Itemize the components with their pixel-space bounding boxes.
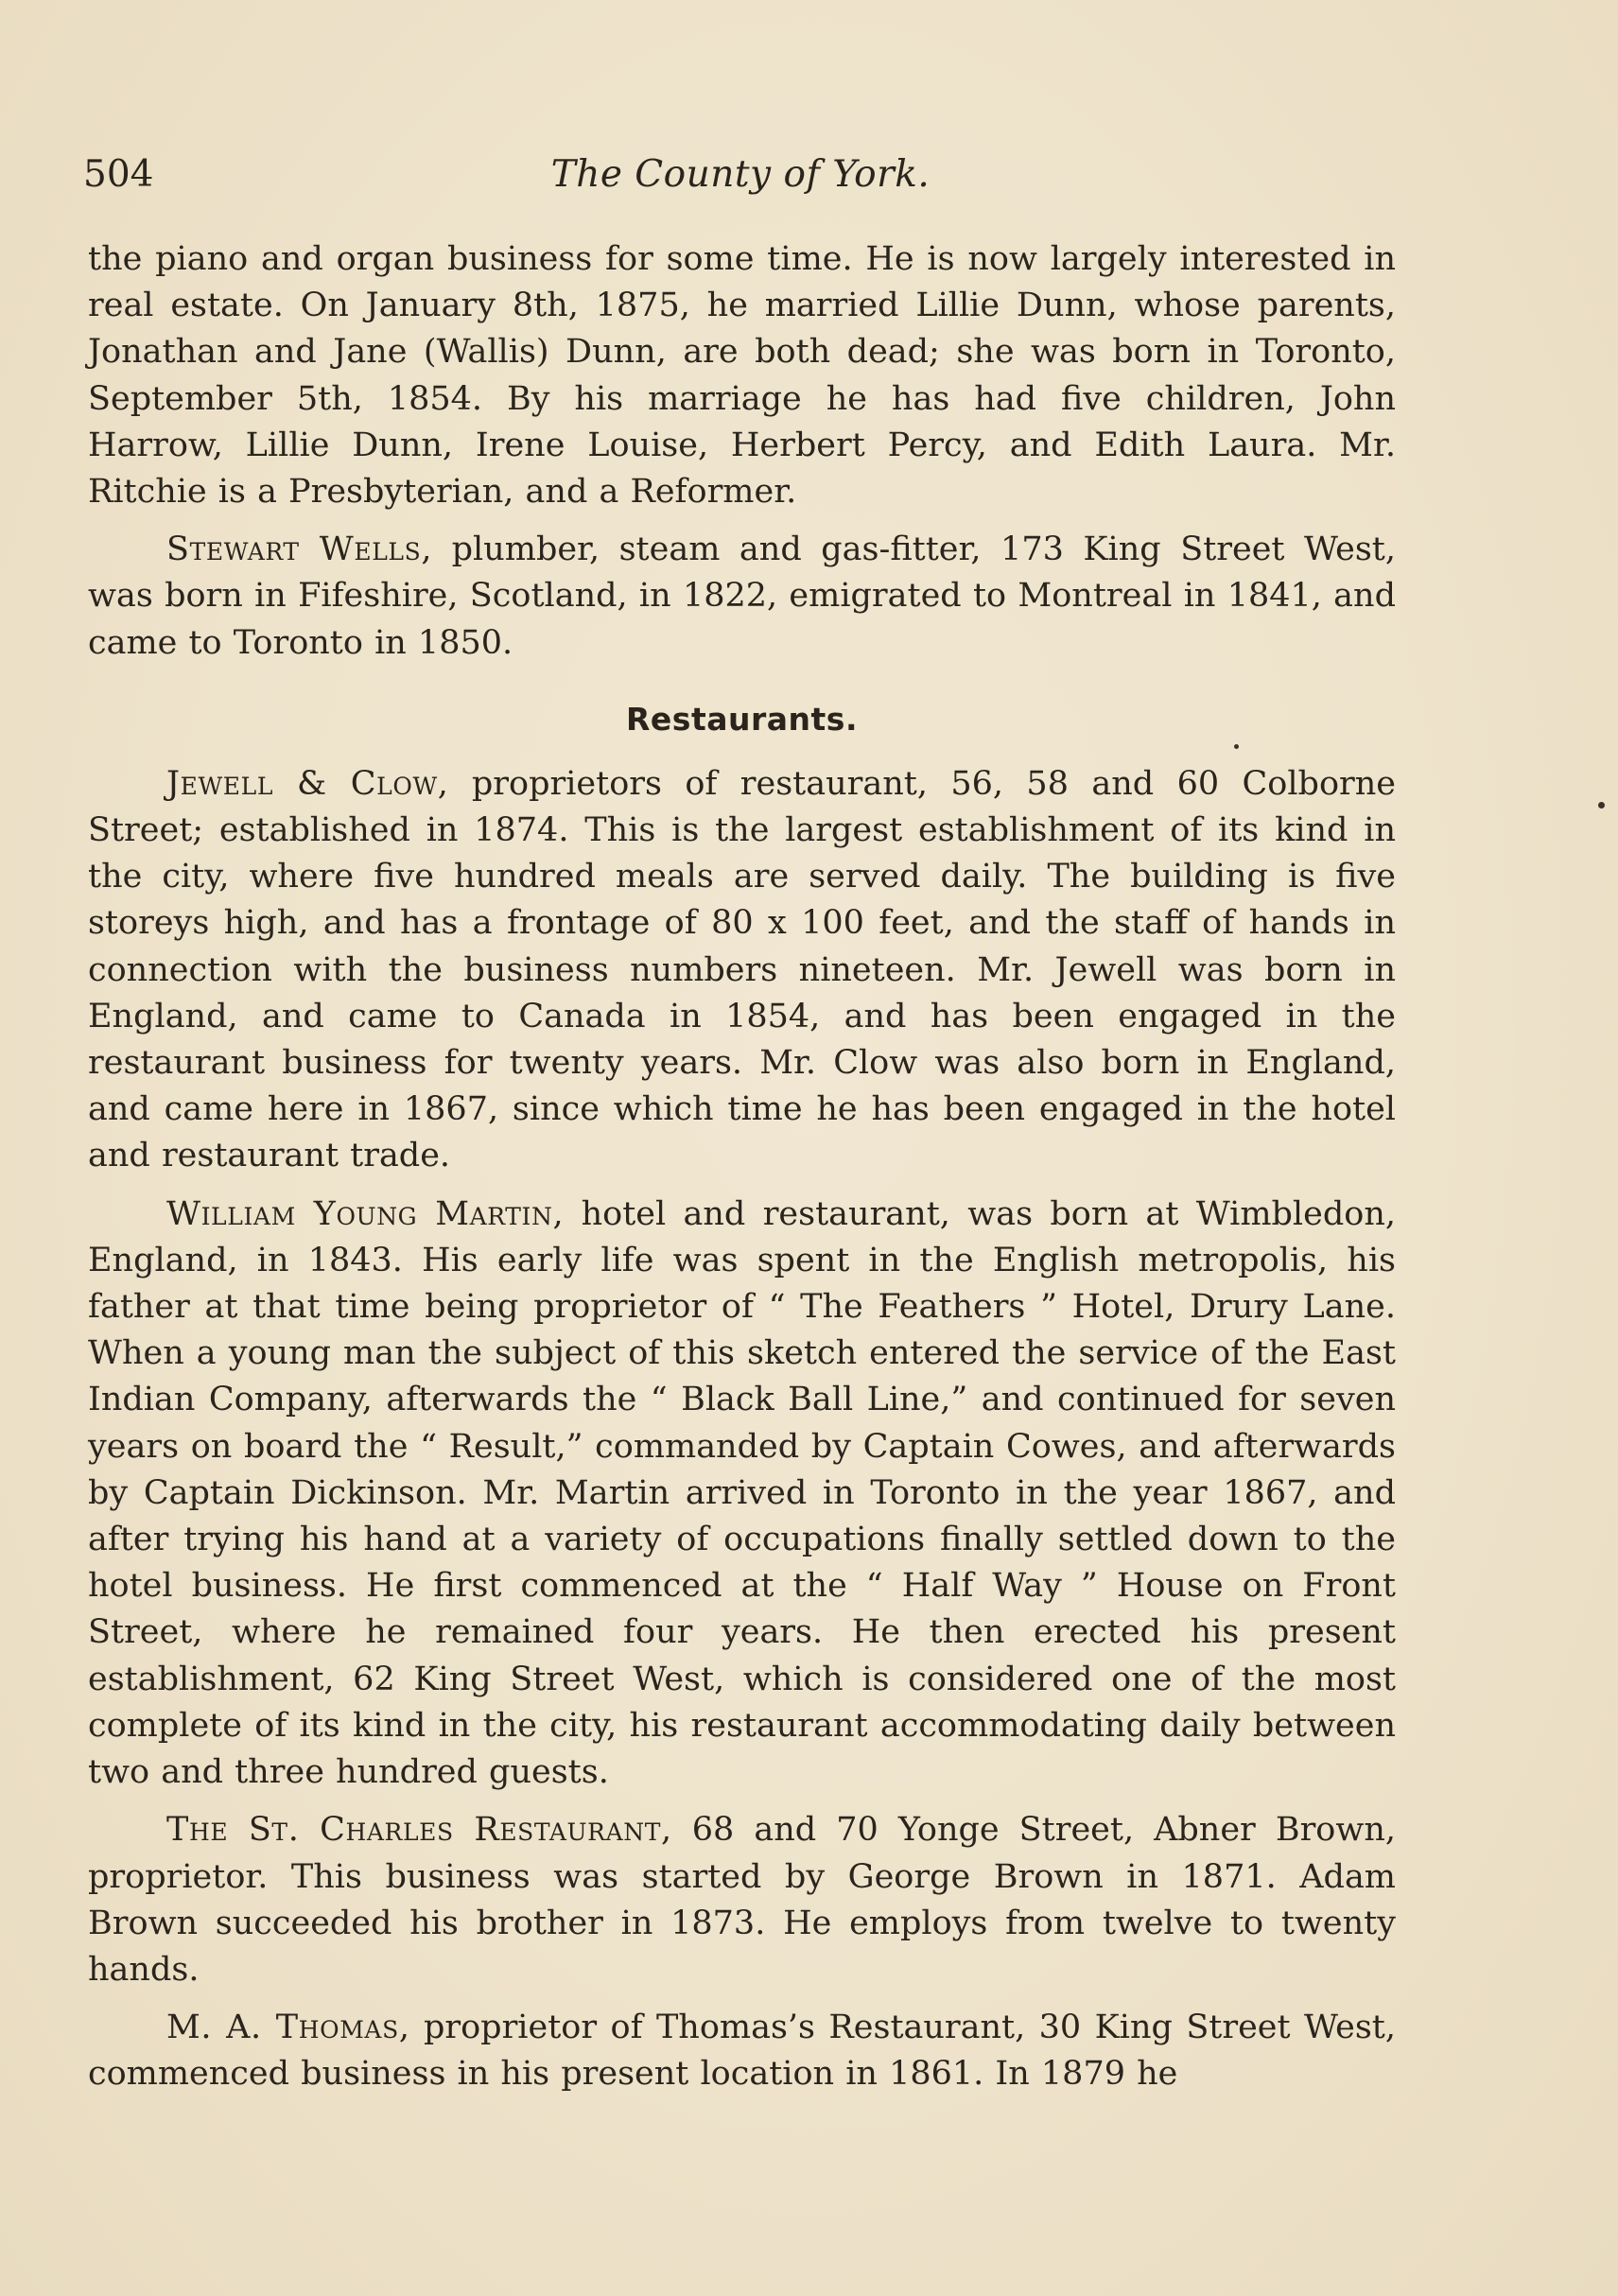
print-speck xyxy=(1598,802,1605,809)
print-speck xyxy=(1234,744,1239,749)
entry-name: The St. Charles Restaurant, xyxy=(166,1811,672,1850)
entry-text: 68 and 70 Yonge Street, Abner Brown, proprietor. This business was started by George Brown in 1871. Adam Brown succeeded his brother in 1873. He employs from twelve to twenty hands. xyxy=(88,1811,1396,1989)
entry-text: plumber, steam and gas-fitter, 173 King Street West, was born in Fifeshire, Scotland, in 1822, emigrated to Montreal in 1841, and came to Toronto in 1850. xyxy=(88,531,1396,662)
entry-name: William Young Martin, xyxy=(166,1194,565,1233)
paragraph-st-charles-restaurant xyxy=(88,1807,1396,1993)
entry-text: proprietors of restaurant, 56, 58 and 60 Colborne Street; established in 1874. This is the largest establishment of its kind in the city, where five hundred meals are served daily. The building is five storeys high, and has a frontage of 80 x 100 feet, and the staff of hands in connection with the business numbers nineteen. Mr. Jewell was born in England, and came to Canada in 1854, and has been engaged in the restaurant business for twenty years. Mr. Clow was also born in England, and came here in 1867, since which time he has been engaged in the hotel and restaurant trade. xyxy=(88,764,1397,1175)
entry-name: Stewart Wells, xyxy=(166,531,433,569)
entry-text: proprietor of Thomas’s Restaurant, 30 King Street West, commenced business in his present location in 1861. In 1879 he xyxy=(88,2009,1396,2094)
body-text xyxy=(88,236,1396,2098)
section-heading: Restaurants. xyxy=(626,700,858,738)
entry-text: hotel and restaurant, was born at Wimbledon, England, in 1843. His early life was spent in the English metropolis, his father at that time being proprietor of “ The Feathers ” Hotel, Drury Lane. When a young man the subject of this sketch entered the service of the East Indian Company, afterwards the “ Black Ball Line,” and continued for seven years on board the “ Result,” commanded by Captain Cowes, and afterwards by Captain Dickinson. Mr. Martin arrived in Toronto in the year 1867, and after trying his hand at a variety of occupations finally settled down to the hotel business. He first commenced at the “ Half Way ” House on Front Street, where he remained four years. He then erected his present establishment, 62 King Street West, which is considered one of the most complete of its kind in the city, his restaurant accommodating daily between two and three hundred guests. xyxy=(88,1194,1396,1792)
running-title: The County of York. xyxy=(550,153,931,196)
page-header xyxy=(83,151,1398,199)
paragraph-ritchie-continued: the piano and organ business for some time. He is now largely interested in real estate. On January 8th, 1875, he married Lillie Dunn, whose parents, Jonathan and Jane (Wallis) Dunn, are both dead; she was born in Toronto, September 5th, 1854. By his marriage he has had five children, John Harrow, Lillie Dunn, Irene Louise, Herbert Percy, and Edith Laura. Mr. Ritchie is a Presbyterian, and a Reformer. xyxy=(88,240,1396,512)
page-number: 504 xyxy=(83,153,154,196)
paragraph-william-young-martin xyxy=(88,1191,1396,1797)
paragraph-m-a-thomas xyxy=(88,2005,1396,2097)
entry-name: Jewell & Clow, xyxy=(166,764,449,803)
paragraph-jewell-clow xyxy=(88,761,1396,1180)
entry-name: M. A. Thomas, xyxy=(166,2009,410,2047)
paragraph-stewart-wells xyxy=(88,527,1396,667)
